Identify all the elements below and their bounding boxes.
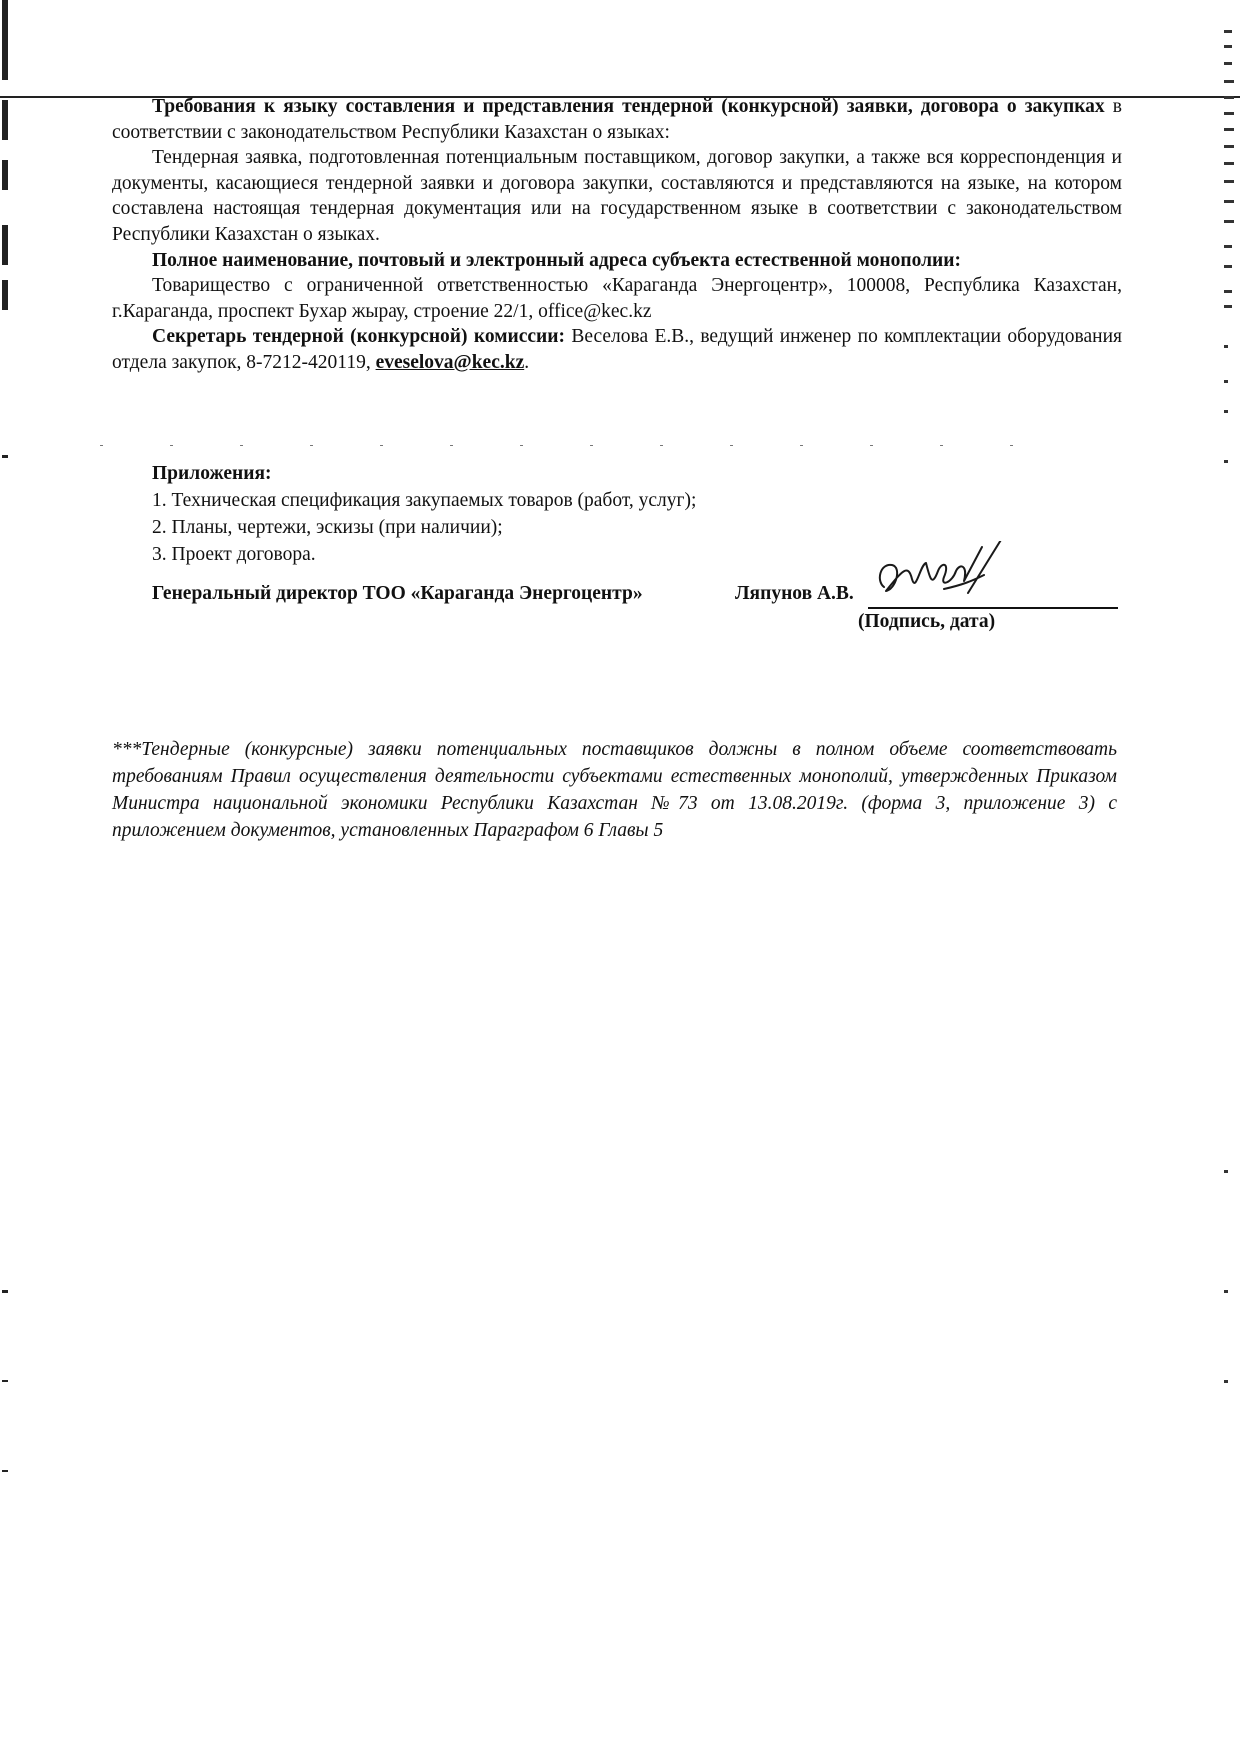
scan-artifact-dots — [100, 445, 1100, 447]
attachments-section — [152, 460, 696, 568]
attachment-item: 1. Техническая спецификация закупаемых товаров (работ, услуг); — [152, 490, 697, 511]
entity-heading-text: Полное наименование, почтовый и электронный адреса субъекта естественной монополии: — [152, 249, 961, 271]
attachment-item: 3. Проект договора. — [152, 544, 316, 565]
document-body — [112, 94, 1122, 376]
signer-position: Генеральный директор ТОО «Караганда Энергоцентр» — [152, 583, 643, 604]
entity-address: Товарищество с ограниченной ответственностью «Караганда Энергоцентр», 100008, Республика Казахстан, г.Караганда, проспект Бухар жырау, строение 22/1, office@kec.kz — [112, 275, 1122, 322]
language-requirements-heading: Требования к языку составления и представления тендерной (конкурсной) заявки, договора о закупках — [152, 96, 1105, 117]
scan-artifact-right-edge — [1222, 0, 1236, 1754]
attachments-heading: Приложения: — [152, 463, 272, 484]
secretary-paragraph — [112, 324, 1122, 375]
handwritten-signature-icon — [872, 541, 1012, 611]
language-requirements-text: Тендерная заявка, подготовленная потенциальным поставщиком, договор закупки, а также вся корреспонденция и документы, касающиеся тендерной заявки и договора закупки, составляются и представляются на языке, на котором составлена настоящая тендерная документация или на государственном языке в соответствии с законодательством Республики Казахстан о языках. — [112, 147, 1122, 245]
footnote: ***Тендерные (конкурсные) заявки потенциальных поставщиков должны в полном объеме соответствовать требованиям Правил осуществления деятельности субъектами естественных монополий, утвержденных Приказом Министра национальной экономики Республики Казахстан №73 от 13.08.2019г. (форма 3, приложение 3) с приложением документов, установленных Параграфом 6 Главы 5 — [112, 739, 1117, 841]
scan-artifact-left-edge — [0, 0, 12, 1754]
signature-caption: (Подпись, дата) — [858, 611, 996, 632]
secretary-label: Секретарь тендерной (конкурсной) комиссии: — [152, 326, 566, 348]
signature-underline — [868, 607, 1118, 609]
language-requirements-heading-tail: в соответствии с законодательством Республики Казахстан о языках: — [112, 96, 1122, 143]
signer-name: Ляпунов А.В. — [735, 583, 854, 604]
secretary-email-period: . — [524, 351, 530, 373]
secretary-email-link[interactable]: eveselova@kec.kz — [375, 351, 525, 373]
entity-heading — [112, 248, 1122, 274]
attachment-item: 2. Планы, чертежи, эскизы (при наличии); — [152, 517, 503, 538]
secretary-details: Веселова Е.В., ведущий инженер по комплектации оборудования отдела закупок, 8-7212-420119, — [112, 326, 1122, 373]
attachments-list — [152, 487, 696, 568]
language-requirements-paragraph — [112, 94, 1122, 145]
